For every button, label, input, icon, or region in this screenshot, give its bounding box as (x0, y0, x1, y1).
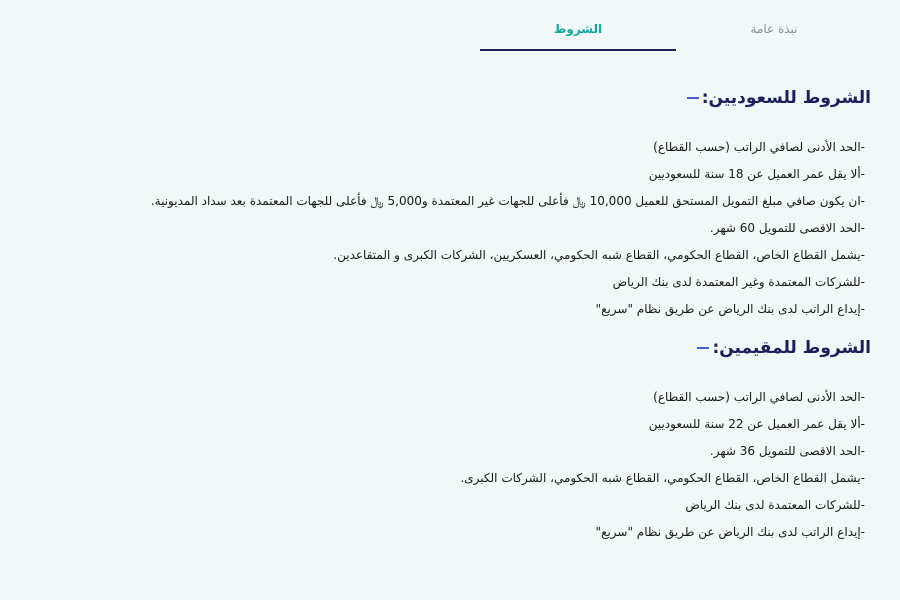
list-item: -ألا يقل عمر العميل عن 22 سنة للسعوديين (648, 417, 865, 431)
heading-dash-icon (687, 97, 699, 99)
list-item: -للشركات المعتمدة لدى بنك الرياض (685, 498, 865, 512)
list-item: -الحد الاقصى للتمويل 36 شهر. (709, 444, 865, 458)
tab-terms[interactable]: الشروط (480, 20, 676, 51)
residents-terms-section (111, 336, 871, 546)
residents-terms-heading (111, 336, 871, 360)
saudi-terms-title: الشروط للسعوديين: (701, 88, 871, 108)
list-item: -الحد الأدنى لصافي الراتب (حسب القطاع) (653, 390, 865, 404)
residents-terms-list (111, 384, 865, 546)
list-item: -الحد الاقصى للتمويل 60 شهر. (709, 221, 865, 235)
residents-terms-title: الشروط للمقيمين: (712, 338, 871, 358)
saudi-terms-heading (111, 86, 871, 110)
heading-dash-icon (697, 347, 709, 349)
list-item: -ألا يقل عمر العميل عن 18 سنة للسعوديين (648, 167, 865, 181)
tab-bar (0, 0, 900, 52)
list-item: -يشمل القطاع الخاص، القطاع الحكومي، القطاع شبه الحكومي، الشركات الكبرى. (460, 471, 865, 485)
saudi-terms-list (111, 134, 865, 323)
list-item: -يشمل القطاع الخاص، القطاع الحكومي، القطاع شبه الحكومي، العسكريين، الشركات الكبرى و المتقاعدين. (333, 248, 865, 262)
list-item: -الحد الأدنى لصافي الراتب (حسب القطاع) (653, 140, 865, 154)
list-item: -للشركات المعتمدة وغير المعتمدة لدى بنك الرياض (612, 275, 865, 289)
list-item: -إيداع الراتب لدى بنك الرياض عن طريق نظام "سريع" (595, 525, 865, 539)
tab-overview[interactable]: نبذة عامة (750, 22, 798, 36)
saudi-terms-section (111, 86, 871, 323)
list-item: -ان يكون صافي مبلغ التمويل المستحق للعميل 10,000 ﷼ فأعلى للجهات غير المعتمدة و5,000 ﷼ فأعلى للجهات المعتمدة بعد سداد المديونية. (150, 194, 865, 208)
list-item: -إيداع الراتب لدى بنك الرياض عن طريق نظام "سريع" (595, 302, 865, 316)
